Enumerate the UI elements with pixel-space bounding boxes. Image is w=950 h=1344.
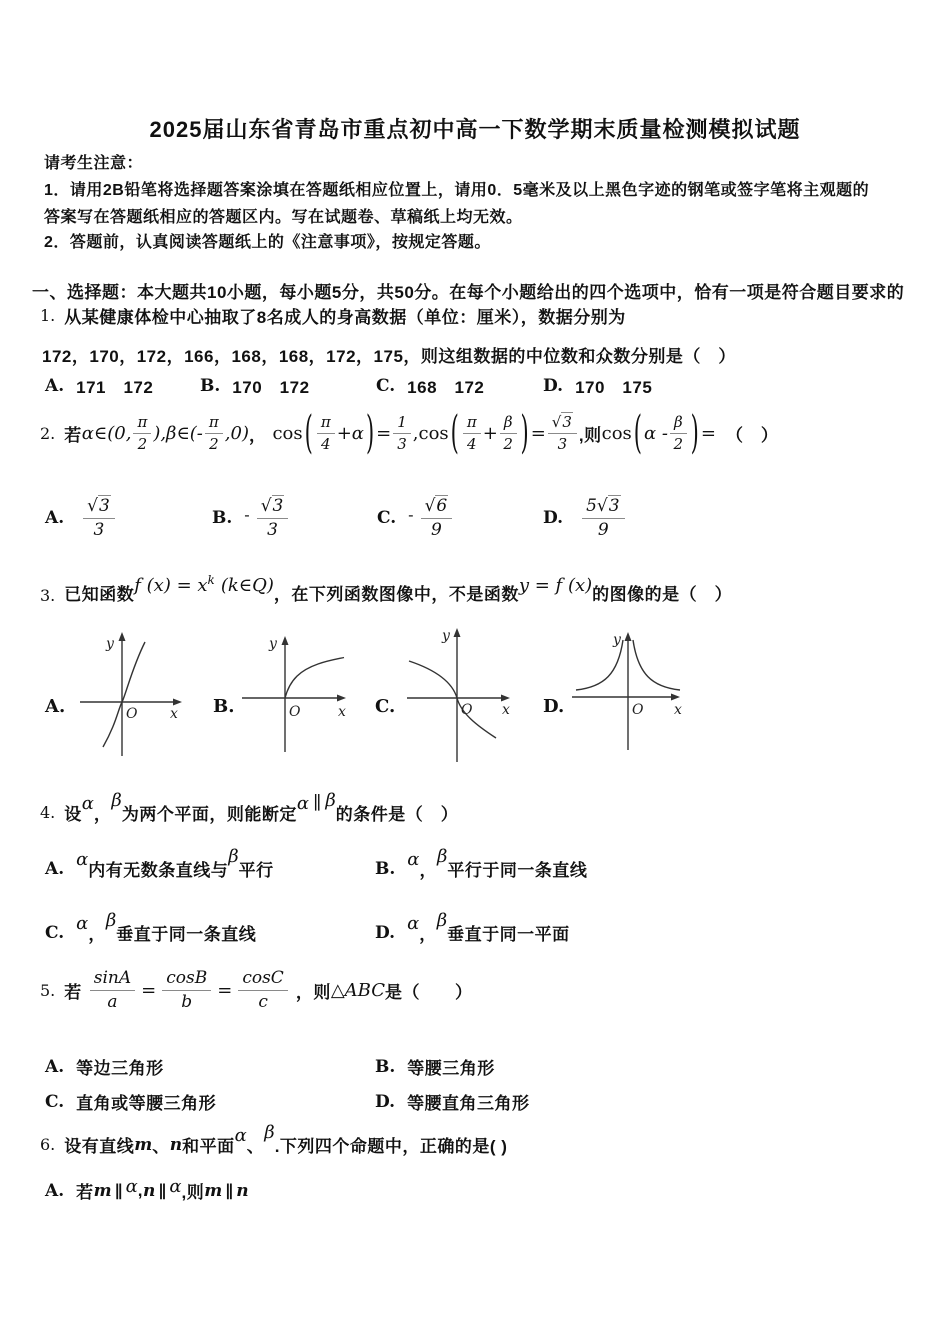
alpha-symbol: α — [234, 1125, 247, 1146]
notice-heading: 请考生注意： — [44, 155, 144, 172]
option-4b: B. α ， β 平行于同一条直线 — [375, 846, 588, 880]
notice-line-1: 1．请用2B铅笔将选择题答案涂填在答题纸相应位置上，请用0．5毫米及以上黑色字迹的钢笔或签字笔将主观题的 — [44, 182, 870, 199]
right-paren: ) — [365, 406, 375, 458]
question-1-text: 从某健康体检中心抽取了8名成人的身高数据（单位：厘米），数据分别为 — [64, 308, 626, 327]
origin-label: O — [461, 702, 473, 718]
beta-symbol: β — [325, 790, 336, 811]
question-1-data-line: 172，170，172，166，168，168，172，175，则这组数据的中位数和众数分别是（ ） — [42, 347, 736, 366]
fraction-pi-4: $\frac{\pi}{4}$ — [317, 414, 335, 452]
alpha-symbol: α — [407, 913, 420, 934]
fraction-cosB-b: $\frac{\cos B}{b}$ — [162, 969, 211, 1011]
x-axis-label: x — [502, 702, 510, 718]
option-2d: D. $\frac{5√3}{9}$ — [543, 488, 627, 548]
question-2-number: 2. — [40, 423, 56, 443]
line-n-symbol: n — [143, 1180, 156, 1201]
right-paren: ) — [520, 406, 529, 458]
curve-right-branch — [633, 640, 680, 690]
alpha-symbol: α — [76, 849, 89, 870]
curve-x-cubed — [103, 642, 145, 747]
section-heading: 一、选择题：本大题共10小题，每小题5分，共50分。在每个小题给出的四个选项中，恰有一项是符合题目要求的 — [32, 283, 905, 302]
option-5a: A. 等边三角形 — [45, 1056, 164, 1078]
origin-label: O — [289, 704, 301, 720]
line-n-symbol: n — [236, 1180, 249, 1201]
parallel-icon: ∥ — [225, 1181, 234, 1200]
option-6a: A. 若 m ∥ α , n ∥ α ,则 m ∥ n — [45, 1176, 249, 1202]
left-paren: ( — [633, 406, 642, 458]
option-5d: D. 等腰直角三角形 — [375, 1091, 530, 1113]
graph-b-sqrt — [240, 632, 355, 754]
alpha-symbol: α — [76, 913, 89, 934]
graph-a-label: A. — [45, 696, 66, 717]
question-1-number: 1. — [40, 306, 56, 325]
fraction: $\frac{√3}{3}$ — [257, 497, 289, 539]
option-1a: A. 171 172 — [45, 375, 154, 397]
question-6-stem: 6. 设有直线 m 、 n 和平面 α 、 β .下列四个命题中，正确的是( ) — [40, 1122, 508, 1156]
right-paren: ) — [690, 406, 699, 458]
option-2b: B. - $\frac{√3}{3}$ — [212, 488, 290, 548]
triangle-abc: ABC — [344, 979, 386, 1001]
alpha-symbol: α — [407, 849, 420, 870]
beta-symbol: β — [111, 790, 122, 811]
y-axis-label: y — [269, 636, 277, 652]
option-4d: D. α ， β 垂直于同一平面 — [375, 910, 570, 944]
fraction-beta-2: $\frac{\beta}{2}$ — [500, 414, 517, 452]
triangle-symbol: △ — [330, 979, 345, 1001]
y-axis-label: y — [106, 636, 114, 652]
fraction-pi-2: $\frac{\pi}{2}$ — [133, 414, 151, 452]
parallel-symbol: ∥ — [312, 793, 322, 814]
beta-symbol: β — [228, 846, 239, 867]
option-5b: B. 等腰三角形 — [375, 1056, 495, 1078]
x-axis-label: x — [170, 706, 178, 722]
line-n-symbol: n — [169, 1134, 183, 1155]
formula-yfx: y = f (x) — [518, 575, 593, 596]
alpha-symbol: α — [169, 1176, 182, 1197]
fraction: $\frac{√3}{3}$ — [83, 497, 115, 539]
option-1c: C. 168 172 — [376, 375, 485, 397]
curve-sqrt-x — [285, 658, 344, 699]
origin-label: O — [632, 702, 644, 718]
option-1d: D. 170 175 — [543, 375, 653, 397]
option-2a: A. $\frac{√3}{3}$ — [45, 488, 117, 548]
notice-line-3: 2．答题前，认真阅读答题纸上的《注意事项》，按规定答题。 — [44, 234, 491, 251]
graph-d-label: D. — [543, 696, 565, 717]
fraction-beta-2: $\frac{\beta}{2}$ — [670, 414, 687, 452]
fraction-pi-4: $\frac{\pi}{4}$ — [463, 414, 481, 452]
option-2c: C. - $\frac{√6}{9}$ — [377, 488, 454, 548]
notice-line-2: 答案写在答题纸相应的答题区内。写在试题卷、草稿纸上均无效。 — [44, 209, 523, 226]
option-1b: B. 170 172 — [200, 375, 310, 397]
x-axis-label: x — [338, 704, 346, 720]
question-5-number: 5. — [40, 980, 56, 1000]
fraction: $\frac{5√3}{9}$ — [582, 497, 625, 539]
question-4-stem: 4. 设 α ， β 为两个平面，则能断定 α ∥ β 的条件是（ ） — [40, 790, 459, 824]
question-3-number: 3. — [40, 586, 56, 605]
curve-neg-cuberoot — [409, 661, 496, 738]
alpha-symbol: α — [81, 793, 94, 814]
graph-b-label: B. — [213, 696, 235, 717]
line-m-symbol: m — [204, 1180, 223, 1201]
option-4a: A. α 内有无数条直线与 β 平行 — [45, 846, 274, 880]
option-5c: C. 直角或等腰三角形 — [45, 1091, 217, 1113]
y-axis-label: y — [442, 628, 450, 644]
line-m-symbol: m — [93, 1180, 112, 1201]
graph-d-reciprocal-squared — [570, 630, 692, 752]
option-4c: C. α ， β 垂直于同一条直线 — [45, 910, 257, 944]
fraction-sqrt3-3: $\frac{√3}{3}$ — [548, 414, 577, 452]
fraction-cosC-c: $\frac{\cos C}{c}$ — [238, 969, 288, 1011]
left-paren: ( — [304, 406, 313, 458]
question-5-stem: 5. 若 $\frac{\sin A}{a}$ = $\frac{\cos B}{b}$ = $\frac{\cos C}{c}$ ，则 △ ABC 是（ ） — [40, 967, 473, 1012]
question-4-number: 4. — [40, 803, 56, 822]
formula-fx: f $(x) = x^k$ (k∈Q) — [134, 573, 274, 596]
beta-symbol: β — [105, 910, 117, 931]
y-axis-label: y — [613, 632, 621, 648]
fraction-pi-2: $\frac{\pi}{2}$ — [205, 414, 223, 452]
parallel-icon: ∥ — [114, 1181, 123, 1200]
x-axis-label: x — [674, 702, 682, 718]
origin-label: O — [126, 706, 138, 722]
beta-symbol: β — [436, 846, 448, 867]
question-2-stem: 2. 若 α∈(0, $\frac{\pi}{2}$ ),β∈(- $\frac{\pi}{2}$ ,0) ， cos ( $\frac{\pi}{4}$ +α ) = $\frac{1}{3}$ ,cos ( $\frac{\pi}{4}$ + $\frac{\beta}{2}$ ) = $\frac{√3}{3}$ ,则 cos ( α - $\frac{\beta}{2}$ ) = （ ） — [40, 406, 779, 458]
question-6-number: 6. — [40, 1135, 56, 1154]
beta-symbol: β — [264, 1122, 275, 1143]
fraction-sinA-a: $\frac{\sin A}{a}$ — [90, 969, 135, 1011]
graph-c-decreasing — [405, 624, 517, 764]
alpha-symbol: α — [125, 1176, 138, 1197]
question-1-stem — [40, 303, 626, 328]
fraction: $\frac{√6}{9}$ — [421, 497, 453, 539]
question-3-stem: 3. 已知函数 f $(x) = x^k$ (k∈Q) ，在下列函数图像中，不是函数 y = f (x) 的图像的是（ ） — [40, 573, 733, 605]
graph-a-cubic — [78, 626, 186, 758]
line-m-symbol: m — [134, 1134, 153, 1155]
parallel-icon: ∥ — [158, 1181, 167, 1200]
left-paren: ( — [450, 406, 459, 458]
alpha-symbol: α — [296, 793, 309, 814]
graph-c-label: C. — [375, 696, 396, 717]
fraction-1-3: $\frac{1}{3}$ — [393, 414, 411, 452]
beta-symbol: β — [436, 910, 448, 931]
exam-title: 2025届山东省青岛市重点初中高一下数学期末质量检测模拟试题 — [149, 117, 801, 142]
